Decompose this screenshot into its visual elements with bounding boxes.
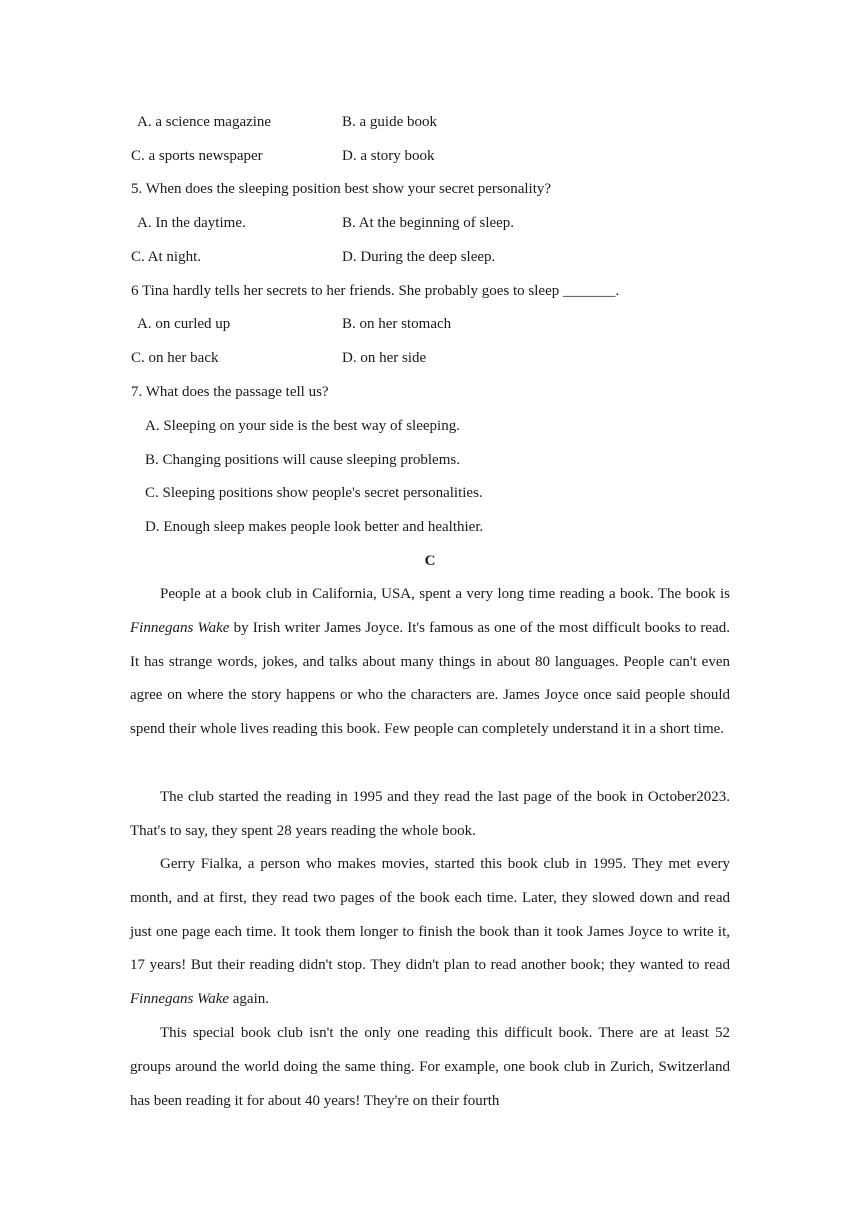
paragraph-1-text-a: People at a book club in California, USA, spent a very long time reading a book. The book is <box>160 586 730 602</box>
q5-option-d: D. During the deep sleep. <box>342 249 496 265</box>
book-title: Finnegans Wake <box>130 991 230 1008</box>
q7-option-b: B. Changing positions will cause sleeping problems. <box>145 452 460 468</box>
paragraph-1 <box>130 578 730 747</box>
q6-option-b: B. on her stomach <box>342 316 452 332</box>
q6-option-d: D. on her side <box>342 350 427 366</box>
q5-option-a: A. In the daytime. <box>137 215 246 231</box>
paragraph-4: This special book club isn't the only one reading this difficult book. There are at least 52 groups around the world doing the same thing. For example, one book club in Zurich, Switzerland has been reading it for about 40 years! They're on their fourth <box>130 1025 730 1109</box>
q6-option-c: C. on her back <box>131 350 219 366</box>
q7-option-a: A. Sleeping on your side is the best way of sleeping. <box>145 418 460 434</box>
paragraph-3-text-a: Gerry Fialka, a person who makes movies, started this book club in 1995. They met every month, and at first, they read two pages of the book each time. Later, they slowed down and read just one page each time. It took them longer to finish the book than it took James Joyce to write it, 17 years! But their reading didn't stop. They didn't plan to read another book; they wanted to read <box>130 856 730 974</box>
q7-option-c: C. Sleeping positions show people's secret personalities. <box>145 485 483 501</box>
q6-stem: 6 Tina hardly tells her secrets to her friends. She probably goes to sleep _______. <box>131 283 620 299</box>
q7-option-d: D. Enough sleep makes people look better and healthier. <box>145 519 484 535</box>
paragraph-1-text-b: by Irish writer James Joyce. It's famous as one of the most difficult books to read. It has strange words, jokes, and talks about many things in about 80 languages. People can't even agree on where the story happens or who the characters are. James Joyce once said people should spend their whole lives reading this book. Few people can completely understand it in a short time. <box>130 619 730 738</box>
q4-option-d: D. a story book <box>342 148 435 164</box>
paragraph-2: The club started the reading in 1995 and they read the last page of the book in October2023. That's to say, they spent 28 years reading the whole book. <box>130 789 730 839</box>
paragraph-3-text-b: again. <box>229 991 269 1008</box>
q4-option-c: C. a sports newspaper <box>131 148 263 164</box>
book-title: Finnegans Wake <box>130 619 230 636</box>
section-heading: C <box>424 553 436 569</box>
q4-option-b: B. a guide book <box>342 114 437 130</box>
q5-stem: 5. When does the sleeping position best show your secret personality? <box>131 181 552 197</box>
q5-option-c: C. At night. <box>131 249 202 265</box>
q5-option-b: B. At the beginning of sleep. <box>342 215 515 231</box>
q6-option-a: A. on curled up <box>137 316 231 332</box>
q7-stem: 7. What does the passage tell us? <box>131 384 329 400</box>
q4-option-a: A. a science magazine <box>137 114 272 130</box>
paragraph-3 <box>130 848 730 1017</box>
